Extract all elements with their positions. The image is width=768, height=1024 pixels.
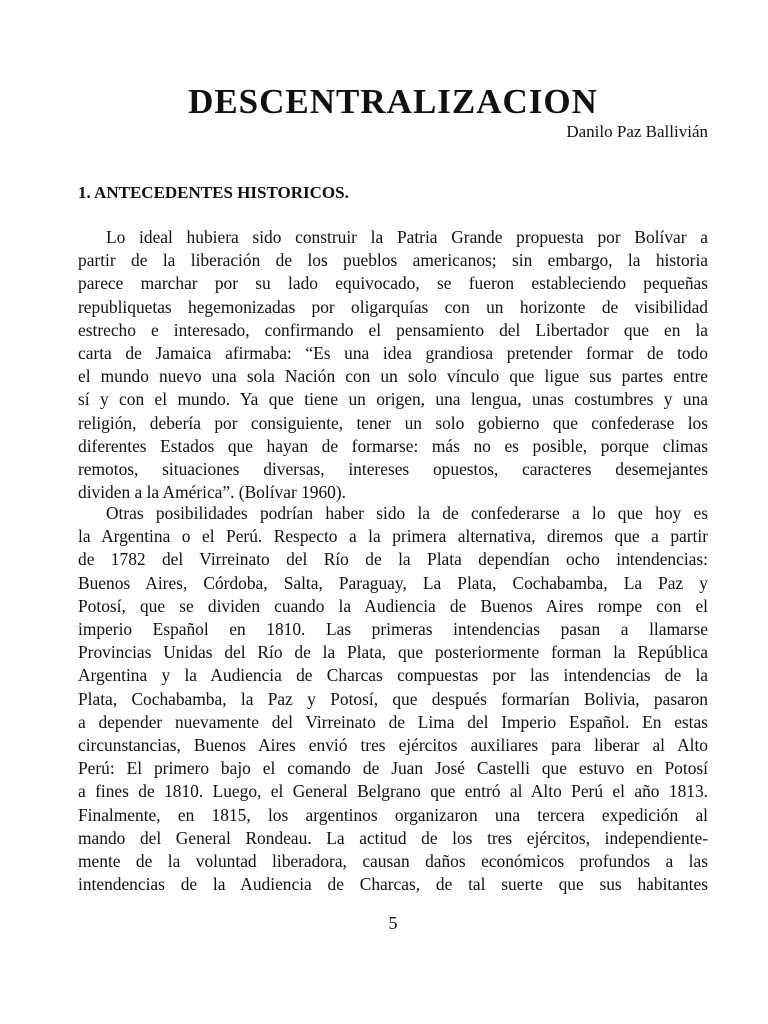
paragraph-line: sí y con el mundo. Ya que tiene un origen, una lengua, unas costumbres y una xyxy=(78,389,708,410)
paragraph-line: a depender nuevamente del Virreinato de Lima del Imperio Español. En estas xyxy=(78,711,708,732)
author-name: Danilo Paz Ballivián xyxy=(566,122,708,141)
paragraph-line: religión, debería por consiguiente, tener un solo gobierno que confederase los xyxy=(78,412,708,433)
paragraph-line: Argentina y la Audiencia de Charcas compuestas por las intendencias de la xyxy=(78,665,708,686)
paragraph-line: carta de Jamaica afirmaba: “Es una idea grandiosa pretender formar de todo xyxy=(78,343,708,364)
paragraph-line: republiquetas hegemonizadas por oligarquías con un horizonte de visibilidad xyxy=(78,296,708,317)
page-title: DESCENTRALIZACION xyxy=(188,82,598,121)
paragraph-line: Provincias Unidas del Río de la Plata, que posteriormente forman la República xyxy=(78,642,708,663)
paragraph-line: la Argentina o el Perú. Respecto a la primera alternativa, diremos que a partir xyxy=(78,526,708,547)
paragraph-2 xyxy=(78,502,708,896)
paragraph-line: Plata, Cochabamba, la Paz y Potosí, que después formarían Bolivia, pasaron xyxy=(78,688,708,709)
paragraph-line: Finalmente, en 1815, los argentinos organizaron una tercera expedición al xyxy=(78,804,708,825)
paragraph-line: remotos, situaciones diversas, intereses opuestos, caracteres desemejantes xyxy=(78,459,708,480)
paragraph-line: dividen a la América”. (Bolívar 1960). xyxy=(78,482,347,503)
paragraph-line: circunstancias, Buenos Aires envió tres ejércitos auxiliares para liberar al Alto xyxy=(78,735,708,756)
paragraph-line: partir de la liberación de los pueblos americanos; sin embargo, la historia xyxy=(78,250,708,271)
paragraph-line: parece marchar por su lado equivocado, se fueron estableciendo pequeñas xyxy=(78,273,708,294)
document-page xyxy=(78,0,708,1024)
paragraph-line: Potosí, que se dividen cuando la Audiencia de Buenos Aires rompe con el xyxy=(78,595,708,616)
paragraph-line: mando del General Rondeau. La actitud de los tres ejércitos, independiente- xyxy=(78,827,708,848)
paragraph-line: diferentes Estados que hayan de formarse: más no es posible, porque climas xyxy=(78,435,708,456)
paragraph-line: Lo ideal hubiera sido construir la Patria Grande propuesta por Bolívar a xyxy=(106,227,708,247)
paragraph-line: a fines de 1810. Luego, el General Belgrano que entró al Alto Perú el año 1813. xyxy=(78,781,708,802)
paragraph-1 xyxy=(78,226,708,504)
paragraph-line: Buenos Aires, Córdoba, Salta, Paraguay, La Plata, Cochabamba, La Paz y xyxy=(78,572,708,593)
paragraph-line: estrecho e interesado, confirmando el pensamiento del Libertador que en la xyxy=(78,319,708,340)
paragraph-line: Perú: El primero bajo el comando de Juan José Castelli que estuvo en Potosí xyxy=(78,758,708,779)
paragraph-line: de 1782 del Virreinato del Río de la Plata dependían ocho intendencias: xyxy=(78,549,708,570)
paragraph-line: Otras posibilidades podrían haber sido la de confederarse a lo que hoy es xyxy=(106,503,708,523)
paragraph-line: intendencias de la Audiencia de Charcas, de tal suerte que sus habitantes xyxy=(78,874,708,895)
page-number: 5 xyxy=(388,913,398,933)
paragraph-line: mente de la voluntad liberadora, causan daños económicos profundos a las xyxy=(78,851,708,872)
paragraph-line: imperio Español en 1810. Las primeras intendencias pasan a llamarse xyxy=(78,619,708,640)
section-heading: 1. ANTECEDENTES HISTORICOS. xyxy=(78,183,349,202)
paragraph-line: el mundo nuevo una sola Nación con un solo vínculo que ligue sus partes entre xyxy=(78,366,708,387)
